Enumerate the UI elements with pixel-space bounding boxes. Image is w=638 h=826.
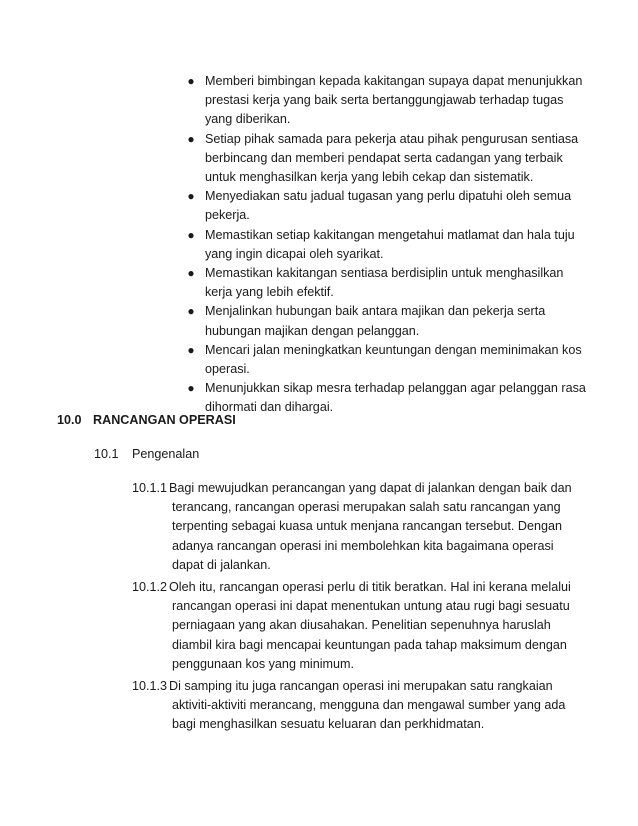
bullet-list (183, 72, 588, 418)
bullet-icon: ● (187, 131, 195, 146)
list-item (183, 264, 588, 302)
list-item (183, 72, 588, 130)
subsection-number: 10.1 (94, 447, 119, 461)
paragraph-number: 10.1.3 (132, 679, 168, 693)
bullet-text: Setiap pihak samada para pekerja atau pihak pengurusan sentiasa berbincang dan memberi pendapat serta cadangan yang terbaik untuk menghasilkan kerja yang lebih cekap dan sistematik. (205, 131, 579, 185)
list-item (183, 187, 588, 225)
paragraph-text: Bagi mewujudkan perancangan yang dapat di jalankan dengan baik dan terancang, rancangan operasi merupakan salah satu rancangan yang terpenting sebagai kuasa untuk menjana rancangan tersebut. Dengan adanya rancangan operasi ini membolehkan kita bagaimana operasi dapat di jalankan. (169, 481, 572, 572)
bullet-text: Memastikan kakitangan sentiasa berdisiplin untuk menghasilkan kerja yang lebih efektif. (205, 266, 564, 300)
bullet-icon: ● (187, 227, 195, 242)
bullet-icon: ● (187, 381, 195, 396)
bullet-icon: ● (187, 342, 195, 357)
bullet-icon: ● (187, 189, 195, 204)
bullet-text: Mencari jalan meningkatkan keuntungan dengan meminimakan kos operasi. (205, 342, 582, 377)
section-heading (57, 411, 236, 430)
section-number: 10.0 (57, 413, 82, 427)
subsection-title: Pengenalan (132, 447, 200, 461)
paragraph-number: 10.1.1 (132, 481, 168, 495)
bullet-text: Menjalinkan hubungan baik antara majikan dan pekerja serta hubungan majikan dengan pelanggan. (205, 304, 546, 338)
paragraph-number: 10.1.2 (132, 580, 168, 594)
bullet-icon: ● (187, 304, 195, 319)
bullet-text: Menunjukkan sikap mesra terhadap pelanggan agar pelanggan rasa dihormati dan dihargai. (205, 381, 586, 415)
list-item (183, 379, 588, 417)
bullet-text: Menyediakan satu jadual tugasan yang perlu dipatuhi oleh semua pekerja. (205, 189, 572, 223)
list-item (183, 341, 588, 379)
bullet-icon: ● (187, 266, 195, 281)
paragraph (132, 479, 584, 575)
bullet-text: Memastikan setiap kakitangan mengetahui matlamat dan hala tuju yang ingin dicapai oleh syarikat. (205, 227, 575, 261)
bullet-icon: ● (187, 74, 195, 88)
subsection-heading (94, 445, 199, 464)
list-item (183, 130, 588, 188)
paragraph (132, 578, 584, 674)
paragraph-text: Di samping itu juga rancangan operasi ini merupakan satu rangkaian aktiviti-aktiviti merancang, mengguna dan mengawal sumber yang ada bagi menghasilkan sesuatu keluaran dan perkhidmatan. (169, 679, 566, 732)
paragraph (132, 677, 584, 735)
list-item (183, 302, 588, 340)
paragraph-text: Oleh itu, rancangan operasi perlu di titik beratkan. Hal ini kerana melalui rancangan operasi ini dapat menentukan untung atau rugi bagi sesuatu perniagaan yang akan diusahakan. Penelitian sepenuhnya haruslah diambil kira bagi mencapai keuntungan pada tahap maksimum dengan penggunaan kos yang minimum. (169, 580, 571, 671)
section-title: RANCANGAN OPERASI (93, 413, 236, 427)
list-item (183, 226, 588, 264)
bullet-text: Memberi bimbingan kepada kakitangan supaya dapat menunjukkan prestasi kerja yang baik serta bertanggungjawab terhadap tugas yang diberikan. (205, 74, 583, 127)
